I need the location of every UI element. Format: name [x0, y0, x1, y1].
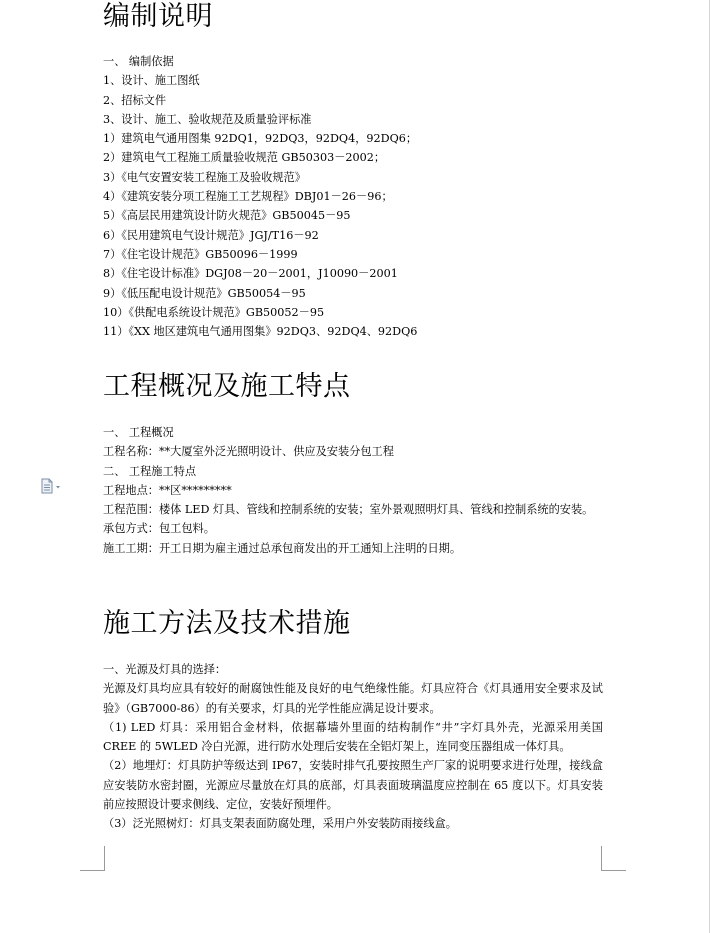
list-item: 工程名称：**大厦室外泛光照明设计、供应及安装分包工程 — [103, 445, 394, 459]
list-item: 2）建筑电气工程施工质量验收规范 GB50303－2002； — [103, 151, 386, 165]
list-item: 5）《高层民用建筑设计防火规范》GB50045－95 — [103, 209, 351, 223]
list-item: 3）《电气安置安装工程施工及验收规范》 — [103, 170, 306, 184]
list-item: 二、 工程施工特点 — [103, 464, 197, 478]
list-item: 2、招标文件 — [103, 93, 167, 107]
document-icon[interactable] — [40, 478, 62, 494]
list-item: 一、光源及灯具的选择： — [103, 663, 227, 676]
list-item: 1、设计、施工图纸 — [103, 74, 200, 88]
paragraph: （2）地埋灯：灯具防护等级达到 IP67，安装时排气孔要按照生产厂家的说明要求进行处理，接线盒应安装防水密封圈，光源应尽量放在灯具的底部，灯具表面玻璃温度应控制在 65 度以下。灯具安装前应按照设计要求侧线、定位，安装好预埋件。 — [103, 759, 603, 812]
list-item: 3、设计、施工、验收规范及质量验评标准 — [103, 112, 312, 126]
page-corner-mark-left — [80, 846, 105, 871]
list-item: 工程地点：**区********* — [103, 483, 232, 497]
paragraph: （1) LED 灯具：采用铝合金材料，依据幕墙外里面的结构制作“井”字灯具外壳，光源采用美国 CREE 的 5WLED 冷白光源，进行防水处理后安装在全铝灯架上，连同变压器组成一体灯具。 — [103, 720, 603, 754]
list-item: 10）《供配电系统设计规范》GB50052－95 — [103, 305, 325, 319]
list-item: 4）《建筑安装分项工程施工工艺规程》DBJ01－26－96； — [103, 190, 393, 204]
construction-methods-list — [103, 660, 603, 834]
document-icon-svg — [40, 478, 62, 494]
heading-construction-methods: 施工方法及技术措施 — [103, 608, 351, 639]
list-item: 8）《住宅设计标准》DGJ08－20－2001，J10090－2001 — [103, 267, 398, 281]
heading-compilation-notes: 编制说明 — [103, 1, 213, 32]
list-item: 11）《XX 地区建筑电气通用图集》92DQ3、92DQ4、92DQ6 — [103, 325, 418, 339]
section-construction-methods — [103, 607, 603, 834]
list-item: 7）《住宅设计规范》GB50096－1999 — [103, 247, 298, 261]
heading-project-overview: 工程概况及施工特点 — [103, 371, 351, 402]
project-overview-list — [103, 423, 593, 558]
list-item: 一、 工程概况 — [103, 426, 174, 439]
section-project-overview — [103, 370, 593, 558]
compilation-notes-list — [103, 52, 417, 341]
list-item: 一、 编制依据 — [103, 55, 174, 68]
list-item: 施工工期：开工日期为雇主通过总承包商发出的开工通知上注明的日期。 — [103, 541, 462, 555]
paragraph: 光源及灯具均应具有较好的耐腐蚀性能及良好的电气绝缘性能。灯具应符合《灯具通用安全要求及试验》（GB7000-86）的有关要求，灯具的光学性能应满足设计要求。 — [103, 682, 603, 715]
list-item: 工程范围：楼体 LED 灯具、管线和控制系统的安装；室外景观照明灯具、管线和控制系统的安装。 — [103, 503, 594, 517]
list-item: 6）《民用建筑电气设计规范》JGJ/T16－92 — [103, 228, 319, 242]
paragraph: （3）泛光照树灯：灯具支架表面防腐处理，采用户外安装防雨接线盒。 — [103, 817, 457, 831]
section-compilation-notes — [103, 0, 417, 341]
list-item: 承包方式：包工包料。 — [103, 522, 215, 536]
page-corner-mark-right — [601, 846, 626, 871]
list-item: 9）《低压配电设计规范》GB50054－95 — [103, 286, 306, 300]
list-item: 1）建筑电气通用图集 92DQ1，92DQ3，92DQ4，92DQ6； — [103, 132, 418, 146]
